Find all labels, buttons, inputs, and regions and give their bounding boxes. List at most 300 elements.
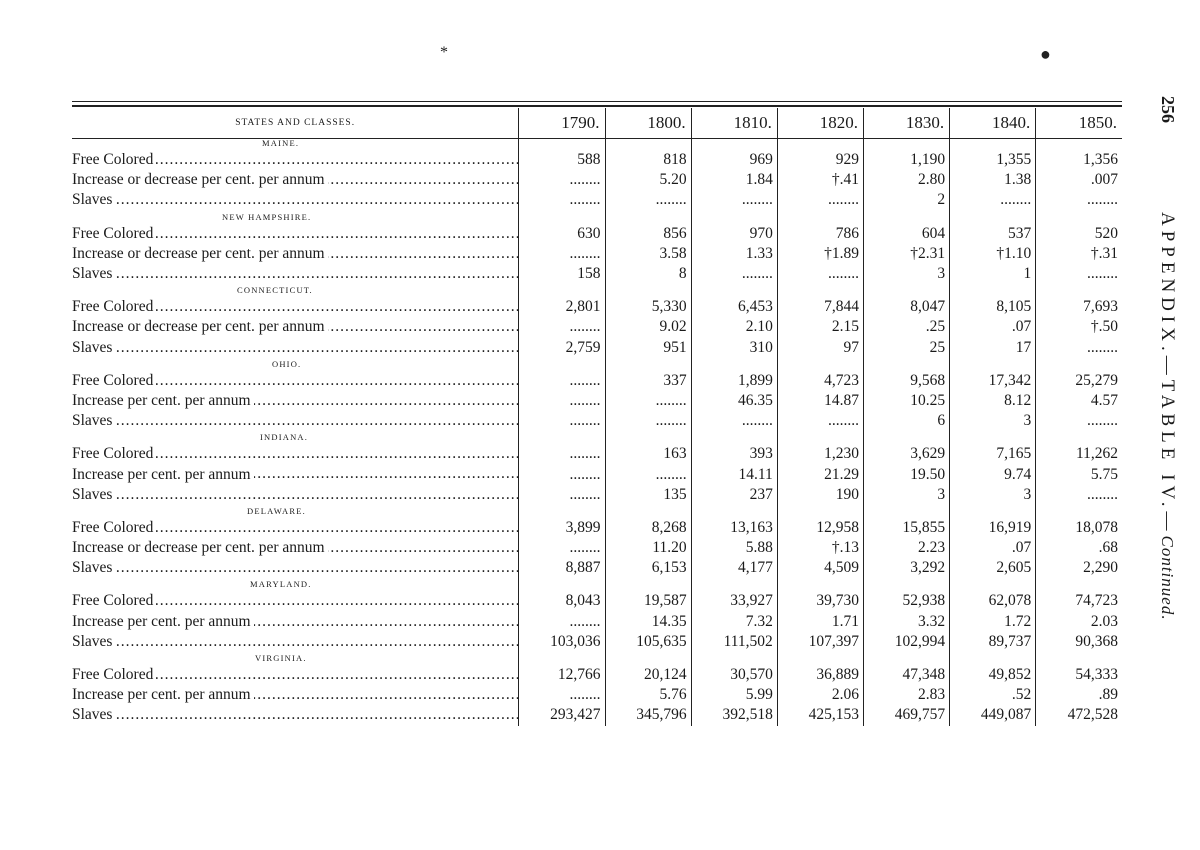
spacer-cell (605, 284, 691, 297)
table-cell: 1.33 (691, 244, 777, 264)
table-cell: 21.29 (777, 464, 863, 484)
spacer-cell (519, 211, 605, 224)
table-cell: 190 (777, 485, 863, 505)
spacer-cell (691, 578, 777, 591)
table-cell: 11,262 (1036, 444, 1122, 464)
table-cell: 39,730 (777, 591, 863, 611)
state-heading: OHIO. (272, 358, 302, 369)
table-cell: 2.83 (863, 685, 949, 705)
table-row (72, 297, 1122, 317)
spacer-cell (605, 211, 691, 224)
row-label-cell (72, 391, 519, 411)
table-cell: 10.25 (863, 391, 949, 411)
spacer-cell (777, 284, 863, 297)
spacer-cell (777, 652, 863, 665)
table-cell: 1,899 (691, 371, 777, 391)
row-label: Slaves (72, 191, 115, 208)
table-row (72, 558, 1122, 578)
table-row (72, 244, 1122, 264)
spacer-cell (1036, 211, 1122, 224)
table-cell: ........ (519, 371, 605, 391)
row-label: Increase or decrease per cent. per annum (72, 245, 328, 262)
row-label-cell (72, 297, 519, 317)
row-label: Increase per cent. per annum (72, 686, 254, 703)
table-cell: 293,427 (519, 705, 605, 725)
table-cell: ........ (519, 391, 605, 411)
table-cell: 2,759 (519, 338, 605, 358)
row-label-cell (72, 612, 519, 632)
table-cell: 62,078 (950, 591, 1036, 611)
table-row (72, 518, 1122, 538)
state-heading: VIRGINIA. (255, 652, 307, 663)
state-heading-cell (72, 358, 519, 371)
table-cell: †1.89 (777, 244, 863, 264)
table-cell: 1.72 (950, 612, 1036, 632)
table-row (72, 665, 1122, 685)
table-cell: 3 (950, 411, 1036, 431)
table-cell: 5,330 (605, 297, 691, 317)
spacer-cell (777, 431, 863, 444)
row-label: Slaves (72, 559, 115, 576)
column-header-year: 1830. (863, 108, 949, 137)
table-cell: 8,043 (519, 591, 605, 611)
column-header-year: 1810. (691, 108, 777, 137)
table-row (72, 705, 1122, 725)
table-cell: ........ (519, 190, 605, 210)
table-cell: .68 (1036, 538, 1122, 558)
table-row (72, 317, 1122, 337)
row-label-cell (72, 170, 519, 190)
column-header-year: 1850. (1036, 108, 1122, 137)
table-cell: 630 (519, 224, 605, 244)
spacer-cell (863, 431, 949, 444)
table-cell: 11.20 (605, 538, 691, 558)
table-cell: 8,105 (950, 297, 1036, 317)
state-section-row (72, 358, 1122, 371)
table-cell: 1,190 (863, 150, 949, 170)
table-cell: 14.11 (691, 464, 777, 484)
row-label-cell (72, 338, 519, 358)
spacer-cell (950, 578, 1036, 591)
table-cell: 469,757 (863, 705, 949, 725)
spacer-cell (519, 505, 605, 518)
table-cell: 4,509 (777, 558, 863, 578)
table-row (72, 264, 1122, 284)
table-cell: 16,919 (950, 518, 1036, 538)
table-cell: 54,333 (1036, 665, 1122, 685)
spacer-cell (691, 652, 777, 665)
table-cell: 2.80 (863, 170, 949, 190)
row-label-cell (72, 518, 519, 538)
table-cell: 3,899 (519, 518, 605, 538)
table-row (72, 224, 1122, 244)
table-cell: 237 (691, 485, 777, 505)
table-cell: 2 (863, 190, 949, 210)
page-number: 256 (1158, 96, 1178, 123)
row-label-cell (72, 591, 519, 611)
table-cell: 1.38 (950, 170, 1036, 190)
table-cell: 47,348 (863, 665, 949, 685)
table-cell: 52,938 (863, 591, 949, 611)
table-cell: 3 (950, 485, 1036, 505)
table-cell: ........ (519, 317, 605, 337)
table-cell: 36,889 (777, 665, 863, 685)
table-row (72, 591, 1122, 611)
table-cell: 3 (863, 264, 949, 284)
state-heading: MARYLAND. (250, 579, 312, 590)
table-cell: 5.75 (1036, 464, 1122, 484)
row-label: Increase per cent. per annum (72, 613, 254, 630)
table-cell: ........ (519, 244, 605, 264)
state-section-row (72, 211, 1122, 224)
spacer-cell (863, 578, 949, 591)
table-row (72, 391, 1122, 411)
table-cell: 7,165 (950, 444, 1036, 464)
table-cell: 345,796 (605, 705, 691, 725)
table-cell: ........ (1036, 338, 1122, 358)
table-cell: 1.71 (777, 612, 863, 632)
table-cell: 9.02 (605, 317, 691, 337)
column-header-year: 1840. (950, 108, 1036, 137)
table-cell: ........ (519, 464, 605, 484)
table-cell: 158 (519, 264, 605, 284)
column-header-year: 1800. (605, 108, 691, 137)
row-label: Increase or decrease per cent. per annum (72, 539, 328, 556)
table-cell: .07 (950, 538, 1036, 558)
row-label-cell (72, 705, 519, 725)
row-label: Free Colored (72, 372, 156, 389)
table-cell: 5.20 (605, 170, 691, 190)
table-cell: 74,723 (1036, 591, 1122, 611)
table-cell: †.41 (777, 170, 863, 190)
table-cell: 786 (777, 224, 863, 244)
spacer-cell (950, 284, 1036, 297)
table-cell: 588 (519, 150, 605, 170)
table-cell: ........ (519, 685, 605, 705)
table-cell: 97 (777, 338, 863, 358)
table-cell: 951 (605, 338, 691, 358)
table-cell: ........ (519, 170, 605, 190)
table-cell: 46.35 (691, 391, 777, 411)
table-cell: 8.12 (950, 391, 1036, 411)
table-cell: ........ (519, 411, 605, 431)
table-cell: 5.88 (691, 538, 777, 558)
table-cell: ........ (691, 411, 777, 431)
spacer-cell (863, 505, 949, 518)
row-label-cell (72, 411, 519, 431)
spacer-cell (605, 578, 691, 591)
table-cell: 8,887 (519, 558, 605, 578)
row-label-cell (72, 558, 519, 578)
spacer-cell (777, 211, 863, 224)
spacer-cell (950, 211, 1036, 224)
census-table (72, 108, 1122, 726)
table-cell: 537 (950, 224, 1036, 244)
table-cell: 135 (605, 485, 691, 505)
table-row (72, 632, 1122, 652)
table-cell: 17,342 (950, 371, 1036, 391)
table-cell: 337 (605, 371, 691, 391)
row-label-cell (72, 371, 519, 391)
table-cell: 5.76 (605, 685, 691, 705)
table-cell: 2.10 (691, 317, 777, 337)
table-cell: 7,844 (777, 297, 863, 317)
table-cell: 6,453 (691, 297, 777, 317)
table-row (72, 444, 1122, 464)
table-cell: 856 (605, 224, 691, 244)
row-label-cell (72, 224, 519, 244)
table-cell: 103,036 (519, 632, 605, 652)
table-cell: 1,356 (1036, 150, 1122, 170)
row-label-cell (72, 244, 519, 264)
table-cell: 7,693 (1036, 297, 1122, 317)
table-cell: 2,605 (950, 558, 1036, 578)
spacer-cell (777, 578, 863, 591)
state-heading-cell (72, 211, 519, 224)
table-row (72, 170, 1122, 190)
table-cell: 520 (1036, 224, 1122, 244)
row-label: Increase per cent. per annum (72, 392, 254, 409)
spacer-cell (691, 431, 777, 444)
spacer-cell (605, 358, 691, 371)
table-cell: †.13 (777, 538, 863, 558)
table-row (72, 612, 1122, 632)
running-head-continued: Continued. (1158, 535, 1177, 621)
row-label: Free Colored (72, 445, 156, 462)
table-cell: ........ (519, 612, 605, 632)
spacer-cell (519, 358, 605, 371)
row-label: Increase per cent. per annum (72, 466, 254, 483)
table-cell: 14.87 (777, 391, 863, 411)
row-label: Free Colored (72, 151, 156, 168)
row-label: Slaves (72, 706, 115, 723)
table-cell: 107,397 (777, 632, 863, 652)
table-cell: ........ (519, 444, 605, 464)
table-cell: 393 (691, 444, 777, 464)
table-cell: 14.35 (605, 612, 691, 632)
spacer-cell (863, 358, 949, 371)
spacer-cell (863, 211, 949, 224)
table-cell: †2.31 (863, 244, 949, 264)
table-cell: .007 (1036, 170, 1122, 190)
table-cell: 4,723 (777, 371, 863, 391)
state-heading-cell (72, 652, 519, 665)
state-section-row (72, 652, 1122, 665)
spacer-cell (691, 284, 777, 297)
state-heading-cell (72, 578, 519, 591)
table-cell: 1 (950, 264, 1036, 284)
table-cell: 4.57 (1036, 391, 1122, 411)
spacer-cell (1036, 578, 1122, 591)
table-row (72, 485, 1122, 505)
table-cell: .89 (1036, 685, 1122, 705)
top-rule-thick (72, 105, 1122, 107)
table-cell: 90,368 (1036, 632, 1122, 652)
column-header-states: STATES AND CLASSES. (235, 117, 356, 128)
table-cell: ........ (605, 190, 691, 210)
state-heading: CONNECTICUT. (237, 285, 313, 296)
table-cell: 3,629 (863, 444, 949, 464)
table-cell: †.50 (1036, 317, 1122, 337)
column-header-year: 1820. (777, 108, 863, 137)
spacer-cell (863, 284, 949, 297)
table-cell: 20,124 (605, 665, 691, 685)
table-cell: 1,355 (950, 150, 1036, 170)
table-row (72, 538, 1122, 558)
row-label: Slaves (72, 265, 115, 282)
table-cell: 818 (605, 150, 691, 170)
table-cell: 2,801 (519, 297, 605, 317)
row-label: Slaves (72, 339, 115, 356)
table-cell: †.31 (1036, 244, 1122, 264)
table-cell: 30,570 (691, 665, 777, 685)
table-cell: ........ (1036, 411, 1122, 431)
table-cell: 5.99 (691, 685, 777, 705)
spacer-cell (777, 505, 863, 518)
table-cell: 929 (777, 150, 863, 170)
table-cell: 8,268 (605, 518, 691, 538)
table-row (72, 338, 1122, 358)
header-rule (72, 138, 1122, 139)
table-cell: 49,852 (950, 665, 1036, 685)
table-cell: ........ (519, 538, 605, 558)
ink-blot: ● (1040, 44, 1051, 64)
column-header-year: 1790. (519, 108, 605, 137)
table-cell: 89,737 (950, 632, 1036, 652)
spacer-cell (691, 211, 777, 224)
table-cell: ........ (691, 264, 777, 284)
row-label: Slaves (72, 486, 115, 503)
spacer-cell (1036, 358, 1122, 371)
row-label-cell (72, 485, 519, 505)
table-cell: .25 (863, 317, 949, 337)
table-cell: ........ (777, 411, 863, 431)
table-cell: ........ (1036, 190, 1122, 210)
state-heading: INDIANA. (260, 432, 309, 443)
ink-speck: * (440, 44, 448, 61)
table-row (72, 150, 1122, 170)
table-cell: 392,518 (691, 705, 777, 725)
table-cell: .52 (950, 685, 1036, 705)
table-cell: 970 (691, 224, 777, 244)
row-label-cell (72, 665, 519, 685)
spacer-cell (519, 431, 605, 444)
spacer-cell (605, 652, 691, 665)
table-cell: 3.58 (605, 244, 691, 264)
table-row (72, 464, 1122, 484)
spacer-cell (1036, 431, 1122, 444)
spacer-cell (605, 505, 691, 518)
row-label-cell (72, 264, 519, 284)
table-cell: 969 (691, 150, 777, 170)
table-cell: ........ (605, 411, 691, 431)
spacer-cell (1036, 652, 1122, 665)
table-cell: ........ (691, 190, 777, 210)
table-cell: ........ (519, 485, 605, 505)
spacer-cell (950, 358, 1036, 371)
row-label: Free Colored (72, 298, 156, 315)
row-label: Increase or decrease per cent. per annum (72, 318, 328, 335)
table-cell: 105,635 (605, 632, 691, 652)
table-cell: 111,502 (691, 632, 777, 652)
row-label-cell (72, 150, 519, 170)
table-cell: ........ (950, 190, 1036, 210)
table-cell: ........ (777, 190, 863, 210)
table-cell: 2.23 (863, 538, 949, 558)
table-cell: 310 (691, 338, 777, 358)
table-cell: 2.03 (1036, 612, 1122, 632)
table-cell: ........ (777, 264, 863, 284)
table-cell: 8 (605, 264, 691, 284)
table-cell: 13,163 (691, 518, 777, 538)
top-rule (72, 101, 1122, 102)
table-cell: 3.32 (863, 612, 949, 632)
table-cell: 33,927 (691, 591, 777, 611)
state-heading-cell (72, 284, 519, 297)
table-row (72, 411, 1122, 431)
table-cell: 6 (863, 411, 949, 431)
row-label: Slaves (72, 633, 115, 650)
row-label-cell (72, 444, 519, 464)
table-cell: 1.84 (691, 170, 777, 190)
row-label: Slaves (72, 412, 115, 429)
table-header-row (72, 108, 1122, 137)
running-head (1138, 212, 1178, 621)
table-cell: 8,047 (863, 297, 949, 317)
spacer-cell (950, 431, 1036, 444)
table-cell: 472,528 (1036, 705, 1122, 725)
row-label-cell (72, 464, 519, 484)
table-cell: 17 (950, 338, 1036, 358)
spacer-cell (691, 358, 777, 371)
table-cell: 18,078 (1036, 518, 1122, 538)
table-cell: 2.15 (777, 317, 863, 337)
table-cell: 12,766 (519, 665, 605, 685)
row-label-cell (72, 685, 519, 705)
table-cell: 19.50 (863, 464, 949, 484)
table-row (72, 190, 1122, 210)
spacer-cell (950, 505, 1036, 518)
state-section-row (72, 578, 1122, 591)
state-section-row (72, 431, 1122, 444)
state-heading: NEW HAMPSHIRE. (222, 211, 312, 222)
running-head-text: APPENDIX.—TABLE IV.— (1157, 212, 1178, 536)
table-cell: 15,855 (863, 518, 949, 538)
spacer-cell (691, 505, 777, 518)
state-heading-cell (72, 431, 519, 444)
row-label: Increase or decrease per cent. per annum (72, 171, 328, 188)
row-label: Free Colored (72, 225, 156, 242)
state-section-row (72, 505, 1122, 518)
spacer-cell (605, 431, 691, 444)
spacer-cell (777, 358, 863, 371)
table-cell: †1.10 (950, 244, 1036, 264)
row-label: Free Colored (72, 592, 156, 609)
table-cell: ........ (605, 464, 691, 484)
table-cell: 25,279 (1036, 371, 1122, 391)
row-label-cell (72, 538, 519, 558)
row-label: Free Colored (72, 666, 156, 683)
spacer-cell (1036, 284, 1122, 297)
table-cell: 163 (605, 444, 691, 464)
table-cell: ........ (1036, 264, 1122, 284)
table-cell: 25 (863, 338, 949, 358)
row-label: Free Colored (72, 519, 156, 536)
state-section-row (72, 284, 1122, 297)
table-cell: 9.74 (950, 464, 1036, 484)
table-cell: 2,290 (1036, 558, 1122, 578)
table-cell: 19,587 (605, 591, 691, 611)
